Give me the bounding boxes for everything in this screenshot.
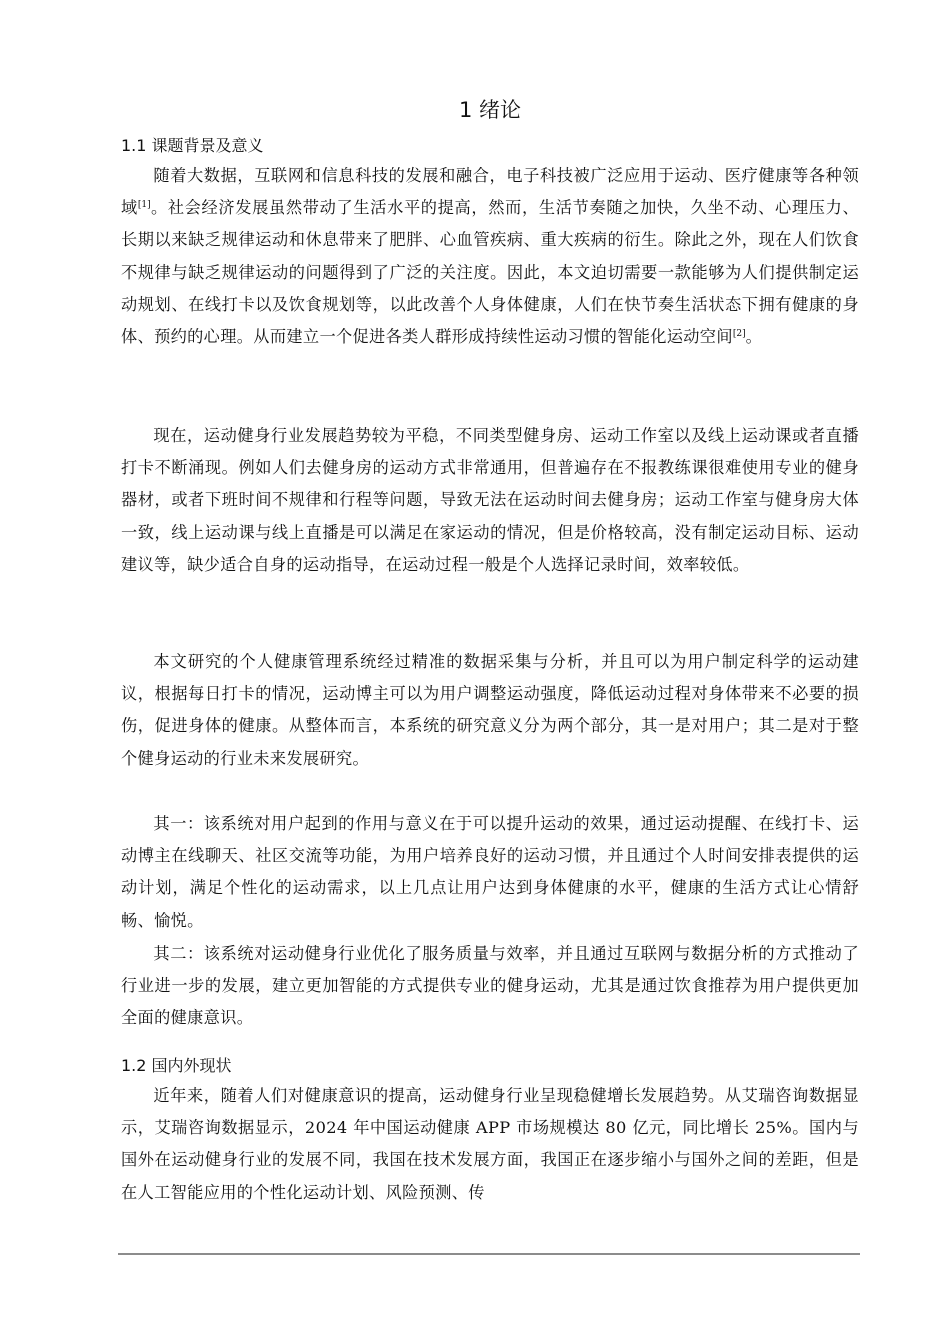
- paragraph-user-significance: 其一：该系统对用户起到的作用与意义在于可以提升运动的效果，通过运动提醒、在线打卡、运动博主在线聊天、社区交流等功能，为用户培养良好的运动习惯，并且通过个人时间安排表提供的运动计划，满足个性化的运动需求，以上几点让用户达到身体健康的水平，健康的生活方式让心情舒畅、愉悦。: [121, 814, 859, 930]
- paragraph-background-1: 随着大数据，互联网和信息科技的发展和融合，电子科技被广泛应用于运动、医疗健康等各种领域[1]。社会经济发展虽然带动了生活水平的提高，然而，生活节奏随之加快，久坐不动、心理压力、长期以来缺乏规律运动和休息带来了肥胖、心血管疾病、重大疾病的衍生。除此之外，现在人们饮食不规律与缺乏规律运动的问题得到了广泛的关注度。因此，本文迫切需要一款能够为人们提供制定运动规划、在线打卡以及饮食规划等，以此改善个人身体健康，人们在快节奏生活状态下拥有健康的身体、预约的心理。从而建立一个促进各类人群形成持续性运动习惯的智能化运动空间[2]。: [121, 166, 859, 347]
- section-title-1-1: 1.1 课题背景及意义: [121, 136, 264, 155]
- paragraph-background-2: 现在，运动健身行业发展趋势较为平稳，不同类型健身房、运动工作室以及线上运动课或者直播打卡不断涌现。例如人们去健身房的运动方式非常通用，但普遍存在不报教练课很难使用专业的健身器材，或者下班时间不规律和行程等问题，导致无法在运动时间去健身房；运动工作室与健身房大体一致，线上运动课与线上直播是可以满足在家运动的情况，但是价格较高，没有制定运动目标、运动建议等，缺少适合自身的运动指导，在运动过程一般是个人选择记录时间，效率较低。: [121, 426, 859, 574]
- footer-divider: [118, 1253, 860, 1255]
- paragraph-significance: 本文研究的个人健康管理系统经过精准的数据采集与分析，并且可以为用户制定科学的运动建议，根据每日打卡的情况，运动博主可以为用户调整运动强度，降低运动过程对身体带来不必要的损伤，促进身体的健康。从整体而言，本系统的研究意义分为两个部分，其一是对用户；其二是对于整个健身运动的行业未来发展研究。: [121, 652, 859, 768]
- citation-ref-1[interactable]: [1]: [137, 200, 151, 211]
- citation-ref-2[interactable]: [2]: [732, 329, 746, 340]
- paragraph-industry-significance: 其二：该系统对运动健身行业优化了服务质量与效率，并且通过互联网与数据分析的方式推动了行业进一步的发展，建立更加智能的方式提供专业的健身运动，尤其是通过饮食推荐为用户提供更加全面的健康意识。: [121, 944, 859, 1028]
- section-title-1-2: 1.2 国内外现状: [121, 1056, 232, 1075]
- chapter-title: 1 绪论: [458, 98, 522, 122]
- paragraph-status: 近年来，随着人们对健康意识的提高，运动健身行业呈现稳健增长发展趋势。从艾瑞咨询数据显示，艾瑞咨询数据显示，2024 年中国运动健康 APP 市场规模达 80 亿元，同比增长 25%。国内与国外在运动健身行业的发展不同，我国在技术发展方面，我国正在逐步缩小与国外之间的差距，但是在人工智能应用的个性化运动计划、风险预测、传: [121, 1086, 859, 1202]
